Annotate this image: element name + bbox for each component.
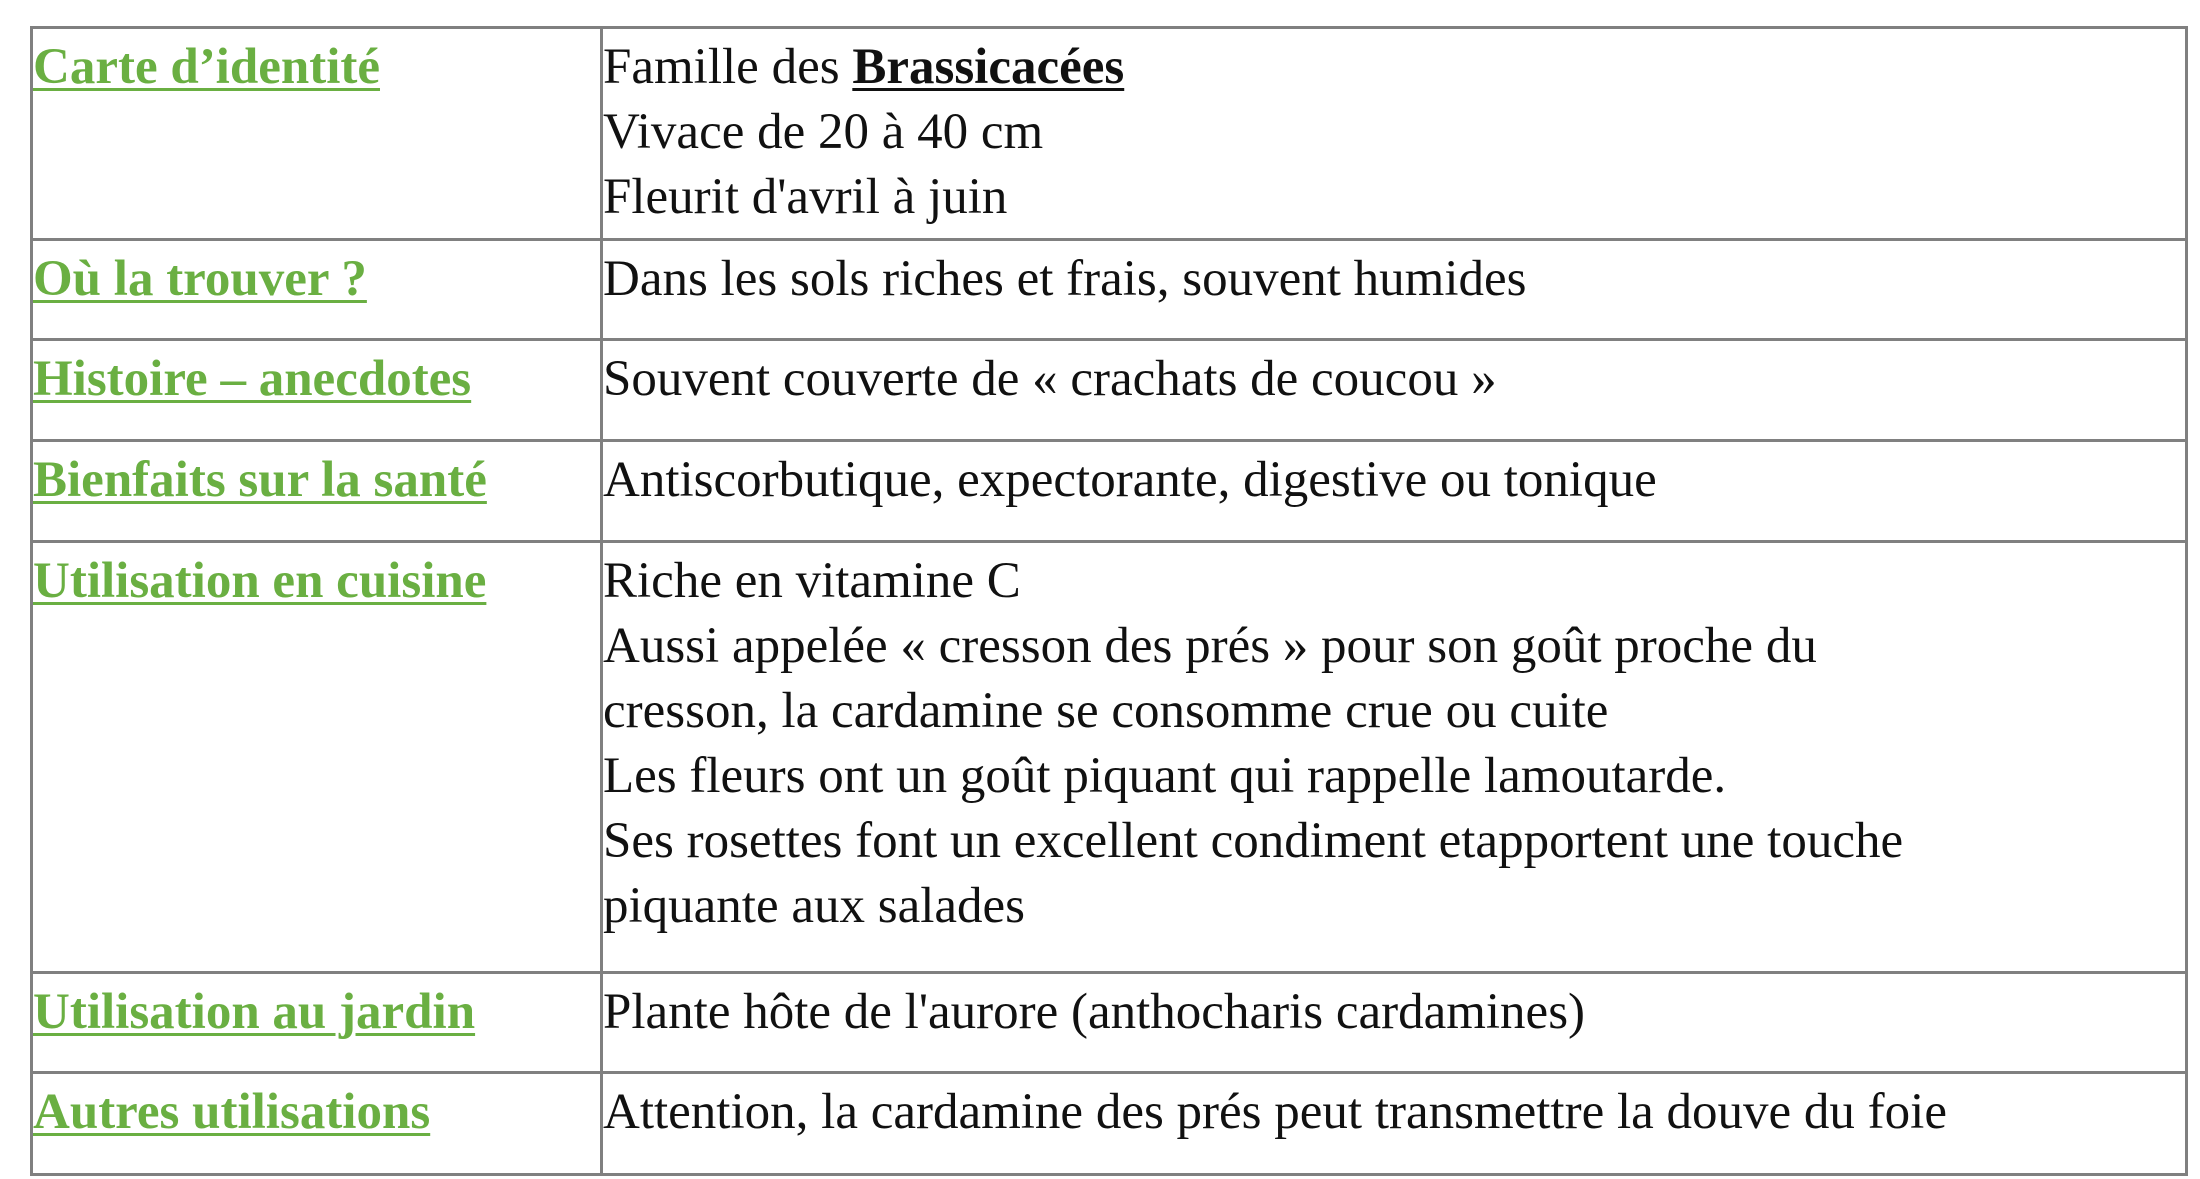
row-value-cell: [602, 28, 2187, 240]
row-label-cell: [32, 441, 602, 542]
row-other-uses: [32, 1073, 2187, 1175]
row-garden-use: [32, 973, 2187, 1073]
health-benefits-heading: Bienfaits sur la santé: [33, 452, 487, 508]
row-label-cell: [32, 1073, 602, 1175]
fact-table: [30, 26, 2188, 1176]
row-value-cell: [602, 340, 2187, 441]
habitat-text: Dans les sols riches et frais, souvent humides: [603, 251, 1527, 307]
plant-fact-sheet: [30, 26, 2188, 1163]
history-heading: Histoire – anecdotes: [33, 351, 472, 407]
row-value-cell: [602, 542, 2187, 973]
family-prefix: Famille des: [603, 39, 853, 95]
row-label-cell: [32, 973, 602, 1073]
history-text: Souvent couverte de « crachats de coucou »: [603, 351, 1497, 407]
where-to-find-heading: Où la trouver ?: [33, 251, 367, 307]
row-label-cell: [32, 542, 602, 973]
cooking-line: Riche en vitamine C: [603, 553, 1021, 609]
row-where-to-find: [32, 240, 2187, 340]
cooking-line: Aussi appelée « cresson des prés » pour son goût proche du: [603, 618, 1817, 674]
identity-card-heading: Carte d’identité: [33, 39, 380, 95]
row-label-cell: [32, 28, 602, 240]
row-health-benefits: [32, 441, 2187, 542]
other-uses-heading: Autres utilisations: [33, 1084, 431, 1140]
row-value-cell: [602, 1073, 2187, 1175]
cooking-line: Les fleurs ont un goût piquant qui rappelle lamoutarde.: [603, 748, 1727, 804]
row-cooking-use: [32, 542, 2187, 973]
garden-use-heading: Utilisation au jardin: [33, 984, 476, 1040]
row-value-cell: [602, 441, 2187, 542]
row-label-cell: [32, 340, 602, 441]
size-line: Vivace de 20 à 40 cm: [603, 104, 1044, 160]
row-value-cell: [602, 240, 2187, 340]
cooking-line: piquante aux salades: [603, 878, 1026, 934]
cooking-use-heading: Utilisation en cuisine: [33, 553, 487, 609]
family-line: [603, 35, 2185, 100]
row-label-cell: [32, 240, 602, 340]
row-identity-card: [32, 28, 2187, 240]
flowering-line: Fleurit d'avril à juin: [603, 169, 1008, 225]
row-value-cell: [602, 973, 2187, 1073]
cooking-line: cresson, la cardamine se consomme crue ou cuite: [603, 683, 1609, 739]
family-name: Brassicacées: [852, 39, 1125, 95]
garden-use-text: Plante hôte de l'aurore (anthocharis cardamines): [603, 984, 1586, 1040]
cooking-line: Ses rosettes font un excellent condiment etapportent une touche: [603, 813, 1904, 869]
health-benefits-text: Antiscorbutique, expectorante, digestive ou tonique: [603, 452, 1657, 508]
row-history: [32, 340, 2187, 441]
other-uses-text: Attention, la cardamine des prés peut transmettre la douve du foie: [603, 1084, 1947, 1140]
